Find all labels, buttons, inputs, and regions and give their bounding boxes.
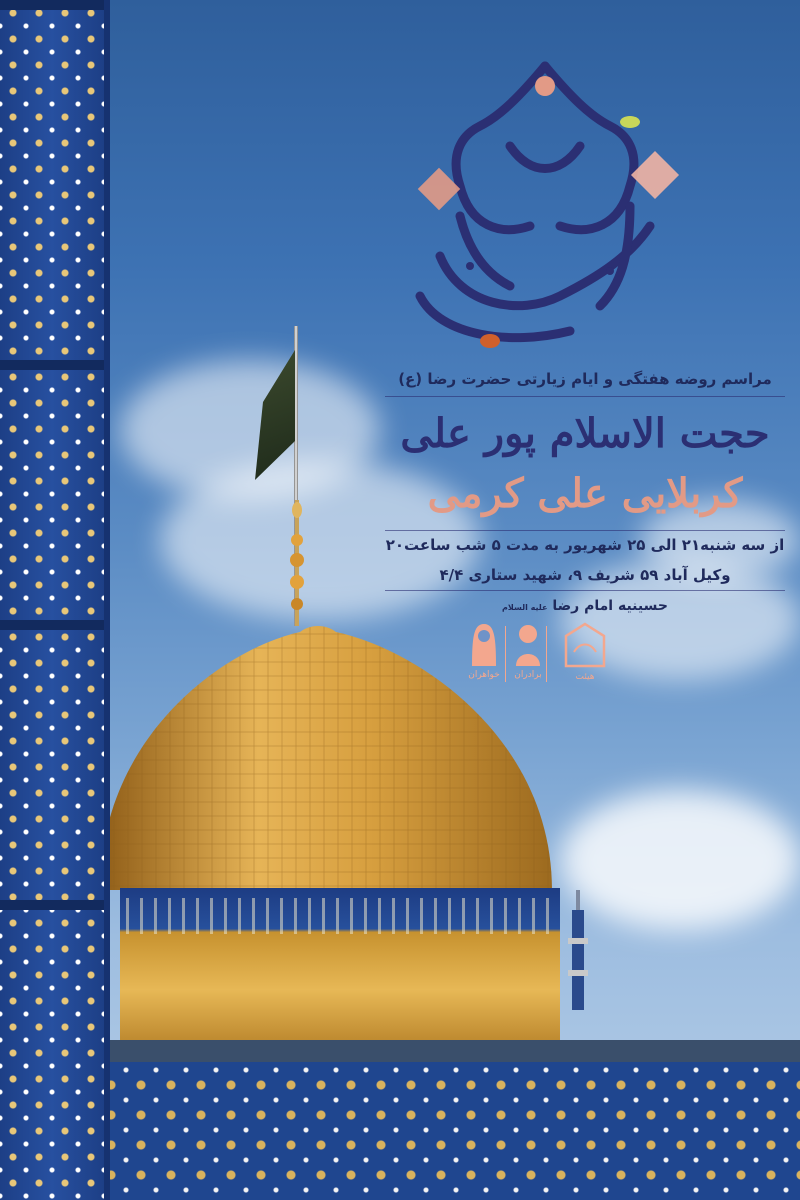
- event-address: وکیل آباد ۵۹ شریف ۹، شهید ستاری ۴/۴: [439, 566, 731, 584]
- minaret: [566, 890, 590, 1010]
- calligraphy-logo: [400, 56, 690, 356]
- logo-divider: [505, 626, 506, 682]
- speaker-name-1: حجت الاسلام پور علی: [400, 410, 770, 457]
- logo-divider: [546, 626, 547, 682]
- cloud: [560, 790, 800, 930]
- event-venue: [380, 598, 790, 614]
- venue-name: حسینیه امام رضا: [552, 598, 668, 614]
- event-subtitle: مراسم روضه هفتگی و ایام زیارتی حضرت رضا (ع): [398, 370, 772, 388]
- divider: [385, 396, 785, 397]
- women-section: [466, 622, 502, 684]
- speaker-name-2: کربلایی علی کرمی: [427, 470, 743, 517]
- men-label: برادران: [514, 670, 542, 680]
- men-section: [510, 622, 546, 684]
- event-schedule: از سه شنبه۲۱ الی ۲۵ شهریور به مدت ۵ شب ساعت۲۰: [385, 536, 785, 554]
- divider: [385, 530, 785, 531]
- man-icon: [514, 622, 542, 666]
- dome-drum: [120, 888, 560, 1058]
- dome-finial: [290, 500, 304, 626]
- heyat-logo: [555, 622, 615, 684]
- heyat-emblem-icon: [562, 622, 608, 668]
- heyat-logo-label: هیئت: [575, 672, 595, 682]
- shrine-building: [96, 1040, 800, 1200]
- divider: [385, 590, 785, 591]
- venue-honorific: علیه السلام: [502, 603, 548, 612]
- tiled-pillar: [0, 0, 110, 1200]
- women-label: خواهران: [468, 670, 500, 680]
- woman-icon: [470, 622, 498, 666]
